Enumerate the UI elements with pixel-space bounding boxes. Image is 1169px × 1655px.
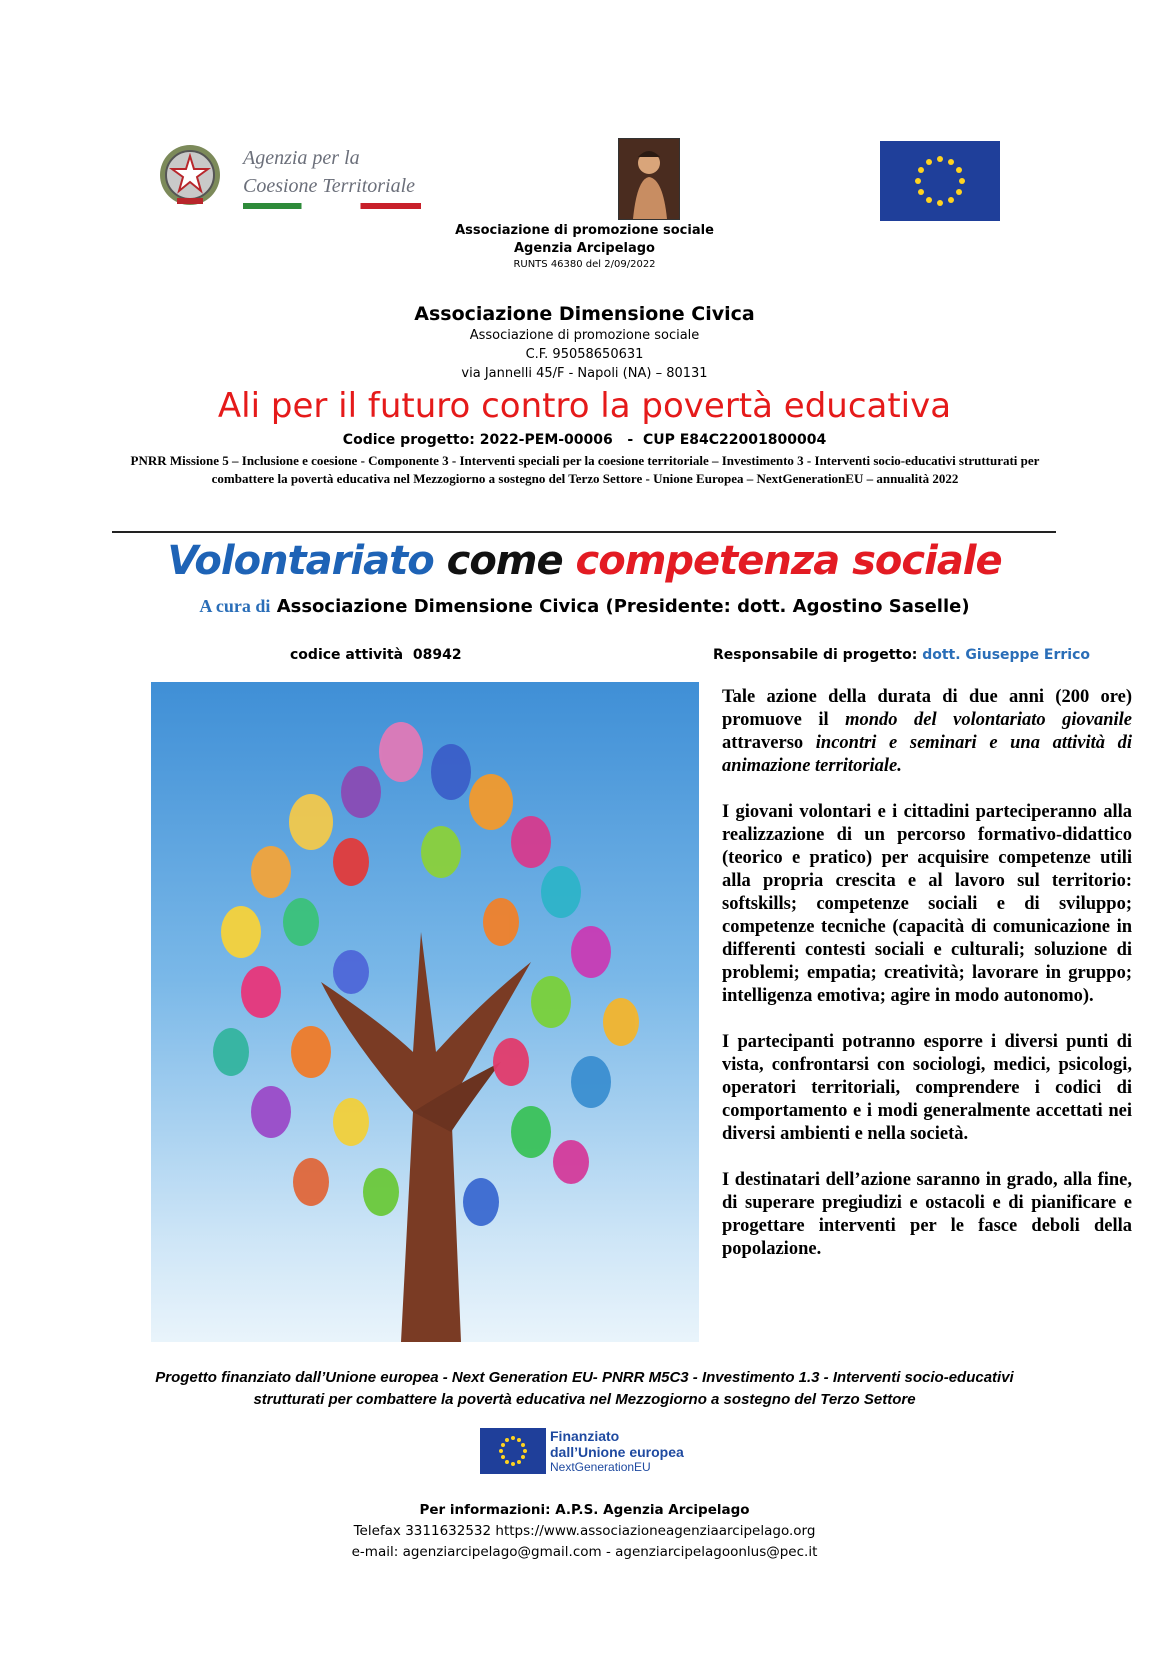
arcipelago-runts: RUNTS 46380 del 2/09/2022 bbox=[513, 259, 656, 270]
contact-line-3: e-mail: agenziarcipelago@gmail.com - agenziarcipelagoonlus@pec.it bbox=[351, 1544, 818, 1560]
project-code: Codice progetto: 2022-PEM-00006 - CUP E84C22001800004 bbox=[342, 432, 827, 448]
agenzia-arcipelago-logo bbox=[618, 138, 680, 220]
eu-funded-line-1: Finanziato bbox=[550, 1428, 620, 1444]
italian-flag-stripe bbox=[243, 203, 421, 209]
paragraph-3: I partecipanti potranno esporre i diversi punti di vista, confrontarsi con sociologi, medici, psicologi, operatori territoriali, comprendere i codici di comportamento e i modi generalmente accettati nei diversi ambienti e nella società. bbox=[722, 1032, 1132, 1144]
project-manager-label: Responsabile di progetto: bbox=[713, 647, 918, 663]
paragraph-1-a: Tale azione della durata di due anni (200 ore) promuove il bbox=[722, 687, 1132, 730]
funding-statement bbox=[100, 1367, 1069, 1411]
association-address: via Jannelli 45/F - Napoli (NA) – 80131 bbox=[461, 366, 708, 381]
agenzia-logo-line-1: Agenzia per la bbox=[243, 147, 360, 169]
association-name: Associazione Dimensione Civica bbox=[414, 303, 755, 325]
eu-flag-small-icon bbox=[480, 1428, 546, 1474]
eu-flag-icon bbox=[880, 141, 1000, 221]
arcipelago-name: Agenzia Arcipelago bbox=[514, 241, 655, 256]
project-title: Ali per il futuro contro la povertà educativa bbox=[217, 386, 952, 426]
headline-word-volontariato: Volontariato bbox=[167, 538, 434, 584]
curated-by bbox=[0, 596, 1169, 617]
eu-funded-line-2: dall’Unione europea bbox=[550, 1444, 684, 1460]
contact-line-1: Per informazioni: A.P.S. Agenzia Arcipelago bbox=[419, 1502, 750, 1518]
contact-info bbox=[0, 1500, 1169, 1563]
paragraph-1 bbox=[722, 686, 1132, 778]
paragraph-1-b: mondo del volontariato giovanile bbox=[845, 710, 1132, 730]
agenzia-logo-text bbox=[243, 144, 423, 200]
contact-line-2: Telefax 3311632532 https://www.associazioneagenziaarcipelago.org bbox=[353, 1523, 816, 1539]
headline bbox=[0, 538, 1169, 584]
hands-tree-illustration bbox=[151, 682, 699, 1342]
eu-funded-line-3: NextGenerationEU bbox=[550, 1460, 651, 1474]
description-text bbox=[722, 686, 1132, 1261]
italian-republic-emblem-icon bbox=[155, 140, 225, 210]
hands-tree-drawing bbox=[151, 682, 699, 1342]
curated-text: Associazione Dimensione Civica (Presidente: dott. Agostino Saselle) bbox=[276, 596, 970, 617]
association-block bbox=[0, 302, 1169, 383]
eu-funded-logo bbox=[480, 1428, 710, 1476]
curated-prefix: A cura di bbox=[199, 596, 271, 616]
paragraph-1-d: incontri e seminari e una attività di animazione territoriale. bbox=[722, 733, 1133, 776]
funding-line-1: Progetto finanziato dall’Unione europea - Next Generation EU- PNRR M5C3 - Investimento 1.3 - Interventi socio-educativi bbox=[155, 1369, 1014, 1386]
funding-line-2: strutturati per combattere la povertà educativa nel Mezzogiorno a sostegno del Terzo Settore bbox=[253, 1391, 916, 1408]
association-cf: C.F. 95058650631 bbox=[525, 347, 644, 362]
headline-word-competenza: competenza sociale bbox=[575, 538, 1002, 584]
agenzia-logo-line-2: Coesione Territoriale bbox=[243, 175, 416, 197]
association-type: Associazione di promozione sociale bbox=[469, 328, 700, 343]
project-manager-name: dott. Giuseppe Errico bbox=[922, 647, 1091, 663]
arcipelago-type: Associazione di promozione sociale bbox=[455, 223, 714, 238]
arcipelago-caption bbox=[0, 222, 1169, 272]
paragraph-2: I giovani volontari e i cittadini parteciperanno alla realizzazione di un percorso formativo-didattico (teorico e pratico) per acquisire competenze utili alla propria crescita e al lavoro sul territorio: softskills; competenze sociali e di sviluppo; competenze tecniche (capacità di comunicazione in differenti contesti sociali e culturali; soluzione di problemi; empatia; creatività; lavorare in gruppo; intelligenza emotiva; agire in modo autonomo). bbox=[722, 802, 1132, 1006]
agenzia-coesione-logo bbox=[155, 140, 425, 220]
headline-word-come: come bbox=[446, 538, 563, 584]
painting-figure-icon bbox=[619, 139, 679, 219]
paragraph-4: I destinatari dell’azione saranno in grado, alla fine, di superare pregiudizi e ostacoli e di pianificare e progettare interventi per le fasce deboli della popolazione. bbox=[722, 1170, 1132, 1259]
pnrr-description: PNRR Missione 5 – Inclusione e coesione - Componente 3 - Interventi speciali per la coesione territoriale – Investimento 3 - Interventi socio-educativi strutturati per combattere la povertà educativa nel Mezzogiorno a sostegno del Terzo Settore - Unione Europea – NextGenerationEU – annualità 2022 bbox=[130, 453, 1040, 486]
project-manager bbox=[713, 647, 1090, 663]
divider bbox=[112, 531, 1056, 533]
activity-code: codice attività 08942 bbox=[290, 647, 462, 663]
paragraph-1-c: attraverso bbox=[722, 733, 816, 753]
